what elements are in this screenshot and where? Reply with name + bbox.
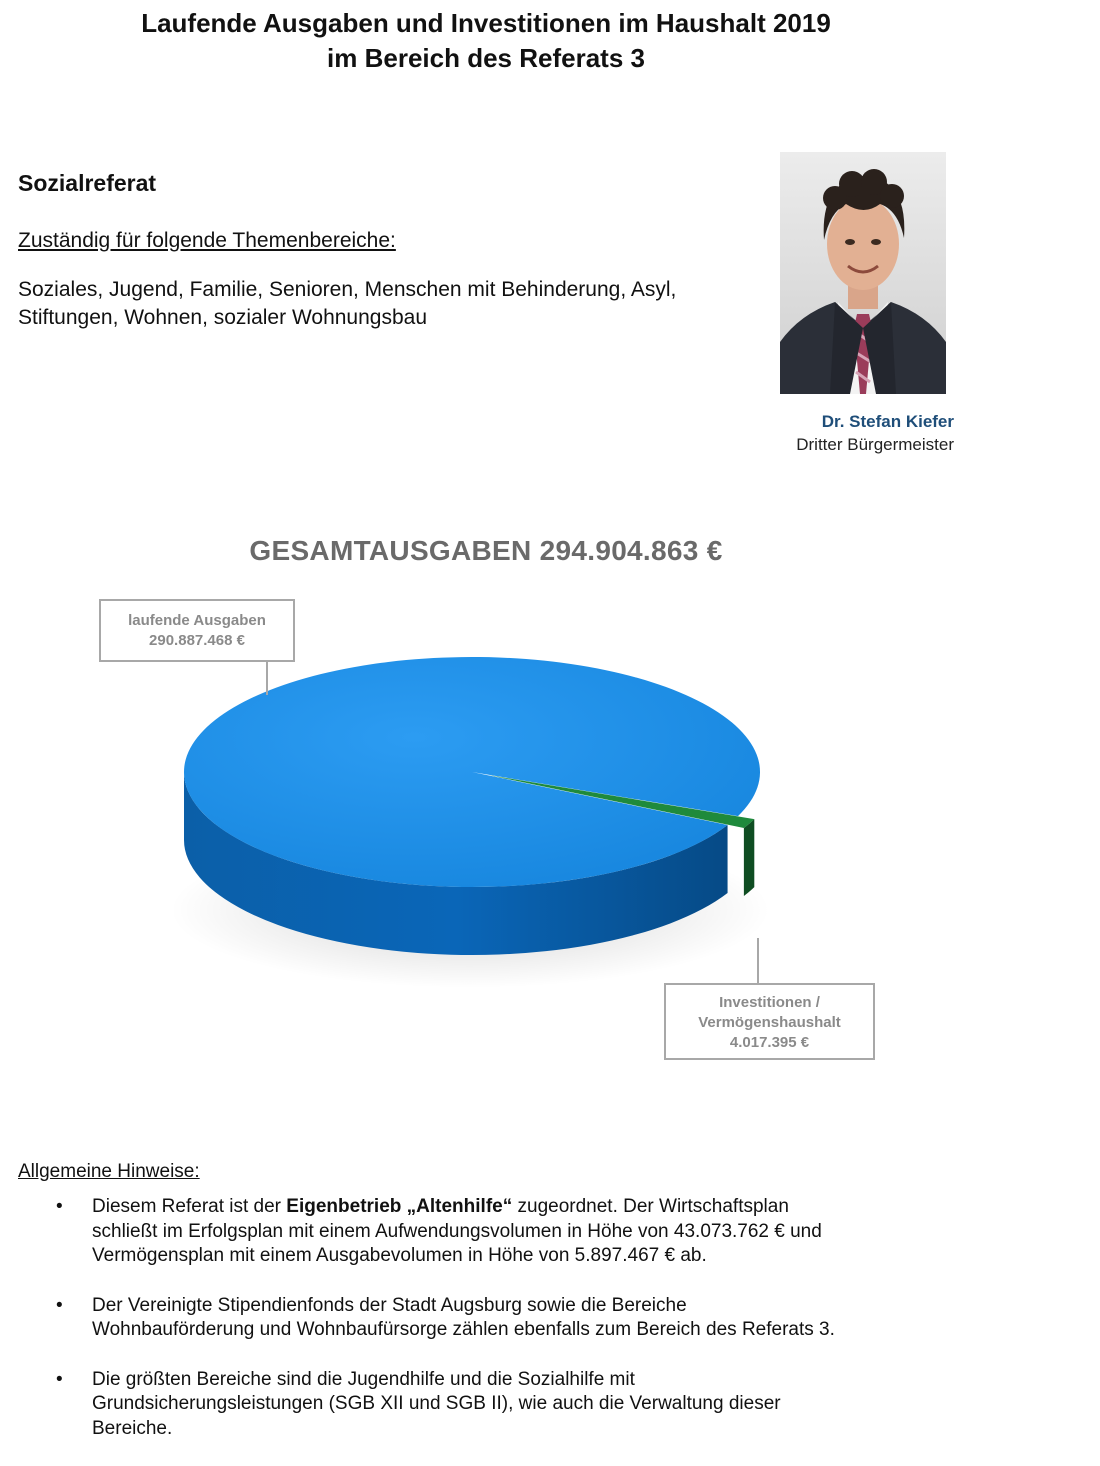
pie-slice-investitionen-side [744, 819, 754, 896]
slice-label-investitionen-1: Investitionen / [719, 994, 820, 1011]
notes-heading: Allgemeine Hinweise: [18, 1161, 200, 1182]
note-3-line-1: • Die größten Bereiche sind die Jugendhilfe und die Sozialhilfe mit [92, 1368, 635, 1390]
pie-slice-laufende [184, 657, 760, 887]
chart-title: GESAMTAUSGABEN 294.904.863 € [249, 535, 723, 566]
section-heading: Sozialreferat [18, 170, 157, 196]
note-1-line-2: schließt im Erfolgsplan mit einem Aufwendungsvolumen in Höhe von 43.073.762 € und [92, 1220, 822, 1242]
slice-value-laufende: 290.887.468 € [149, 632, 245, 649]
slice-label-laufende: laufende Ausgaben [128, 612, 266, 629]
callout-laufende-ausgaben [99, 599, 295, 662]
note-2-line-2: Wohnbauförderung und Wohnbaufürsorge zählen ebenfalls zum Bereich des Referats 3. [92, 1319, 835, 1340]
topics-line-2: Stiftungen, Wohnen, sozialer Wohnungsbau [18, 306, 427, 329]
note-3-line-2: Grundsicherungsleistungen (SGB XII und SGB II), wie auch die Verwaltung dieser [92, 1393, 781, 1414]
topics-line-1: Soziales, Jugend, Familie, Senioren, Menschen mit Behinderung, Asyl, [18, 278, 677, 301]
list-item [56, 1195, 936, 1269]
person-role: Dritter Bürgermeister [796, 435, 954, 454]
notes-list [56, 1195, 936, 1466]
note-1-bold: Eigenbetrieb „Altenhilfe“ [286, 1196, 513, 1217]
slice-label-investitionen-2: Vermögenshaushalt [698, 1014, 841, 1031]
page-title-line-1: Laufende Ausgaben und Investitionen im Haushalt 2019 [141, 8, 831, 38]
note-3-line-3: Bereiche. [92, 1417, 173, 1439]
list-item [56, 1368, 936, 1442]
note-1-post: zugeordnet. Der Wirtschaftsplan [512, 1196, 789, 1217]
person-name: Dr. Stefan Kiefer [821, 412, 954, 431]
slice-value-investitionen: 4.017.395 € [729, 1034, 810, 1051]
page-title-line-2: im Bereich des Referats 3 [327, 43, 645, 73]
note-1-pre: Diesem Referat ist der [92, 1196, 287, 1217]
note-2-line-1: • Der Vereinigte Stipendienfonds der Stadt Augsburg sowie die Bereiche [92, 1294, 687, 1316]
callout-investitionen [664, 983, 875, 1060]
list-item [56, 1294, 936, 1343]
topics-label: Zuständig für folgende Themenbereiche: [18, 229, 396, 252]
note-1-line-3: Vermögensplan mit einem Ausgabevolumen in Höhe von 5.897.467 € ab. [92, 1245, 707, 1266]
